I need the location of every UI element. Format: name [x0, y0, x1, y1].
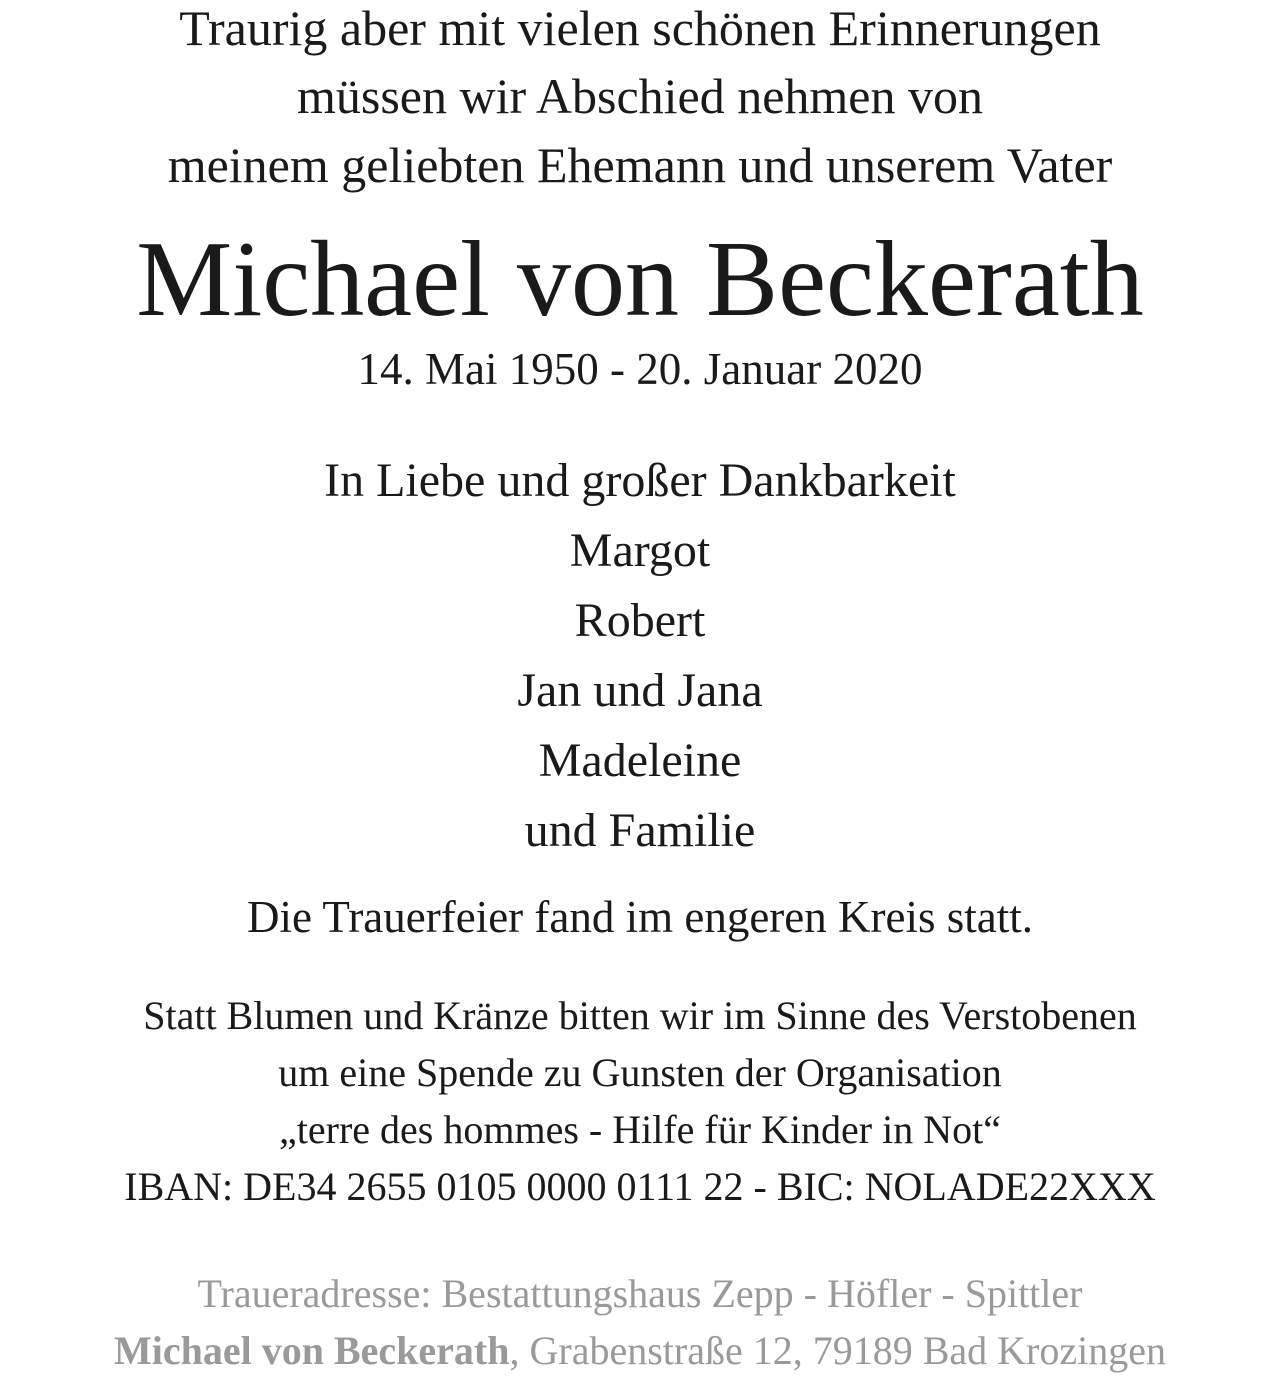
- mourning-address-contact: [0, 1328, 1280, 1373]
- intro-line-2: müssen wir Abschied nehmen von: [296, 68, 983, 124]
- ceremony-note: Die Trauerfeier fand im engeren Kreis statt.: [247, 892, 1033, 942]
- contact-address: , Grabenstraße 12, 79189 Bad Krozingen: [509, 1328, 1166, 1373]
- mourners-dedication: In Liebe und großer Dankbarkeit: [324, 454, 956, 507]
- mourner-name: Jan und Jana: [517, 664, 763, 717]
- mourner-name: Robert: [574, 594, 706, 647]
- donation-bank-details: IBAN: DE34 2655 0105 0000 0111 22 - BIC: NOLADE22XXX: [124, 1164, 1156, 1209]
- donation-line-2: um eine Spende zu Gunsten der Organisation: [278, 1050, 1002, 1095]
- donation-organisation: „terre des hommes - Hilfe für Kinder in Not“: [279, 1107, 1001, 1152]
- intro-line-3: meinem geliebten Ehemann und unserem Vater: [167, 137, 1113, 193]
- donation-line-1: Statt Blumen und Kränze bitten wir im Sinne des Verstobenen: [143, 993, 1137, 1038]
- mourner-name: Madeleine: [538, 734, 742, 787]
- mourner-name: und Familie: [524, 804, 756, 857]
- life-dates: 14. Mai 1950 - 20. Januar 2020: [357, 344, 923, 394]
- mourner-name: Margot: [569, 524, 711, 577]
- contact-name: Michael von Beckerath: [114, 1328, 510, 1373]
- intro-line-1: Traurig aber mit vielen schönen Erinnerungen: [179, 0, 1101, 56]
- mourning-address-line: Traueradresse: Bestattungshaus Zepp - Höfler - Spittler: [197, 1271, 1083, 1316]
- deceased-name: Michael von Beckerath: [136, 220, 1144, 339]
